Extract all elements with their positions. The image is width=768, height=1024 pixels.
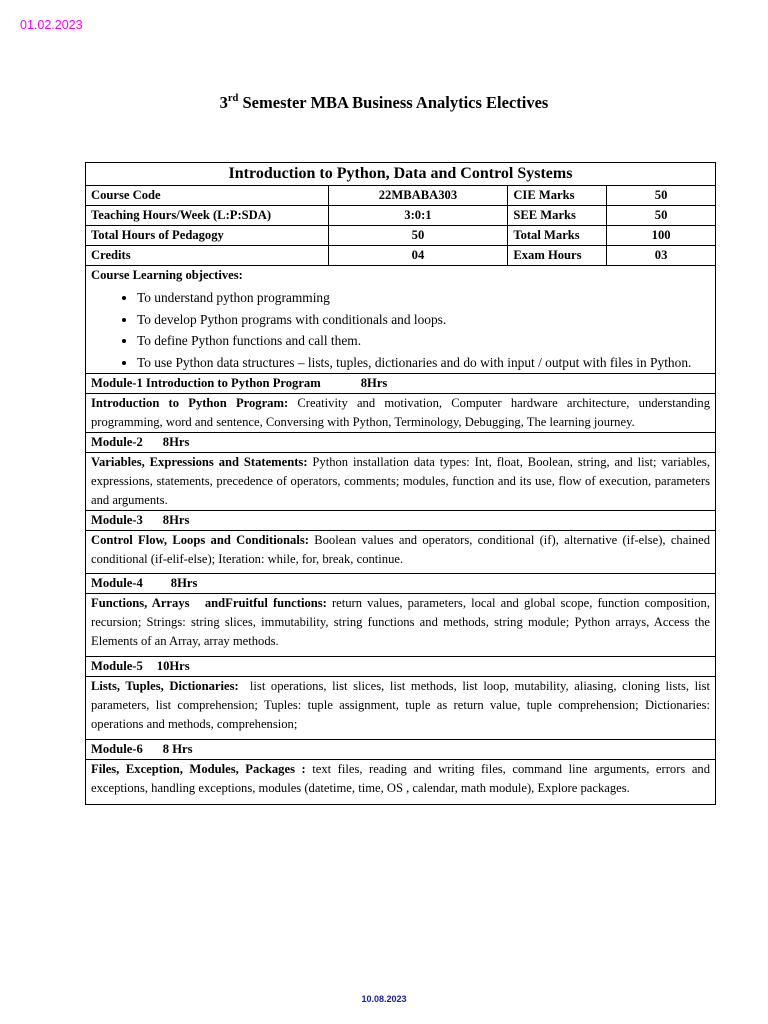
- module-6-header: [86, 740, 716, 760]
- info-row: [86, 206, 716, 226]
- info-value: 100: [607, 226, 716, 246]
- module-name: Module-5: [91, 659, 143, 673]
- module-1-header: [86, 374, 716, 394]
- module-1-content: [86, 394, 716, 433]
- module-hours: 8Hrs: [162, 435, 190, 449]
- module-topic: Lists, Tuples, Dictionaries:: [91, 679, 239, 693]
- module-name: Module-3: [91, 513, 143, 527]
- objectives-heading: Course Learning objectives:: [91, 268, 243, 282]
- info-label: Course Code: [86, 186, 329, 206]
- module-3-content: [86, 531, 716, 574]
- info-value: 50: [328, 226, 508, 246]
- module-4-header: [86, 574, 716, 594]
- module-topic: Control Flow, Loops and Conditionals:: [91, 533, 309, 547]
- info-value: 04: [328, 246, 508, 266]
- module-description: Creativity and motivation, Computer hardware architecture, understanding programming, word and sentence, Conversing with Python, Terminology, Debugging, The learning journey.: [91, 396, 710, 429]
- info-row: [86, 226, 716, 246]
- page-title: [0, 93, 768, 113]
- module-hours: 8Hrs: [360, 376, 388, 390]
- module-hours: 8 Hrs: [162, 742, 193, 756]
- info-label: CIE Marks: [508, 186, 607, 206]
- info-label: SEE Marks: [508, 206, 607, 226]
- module-3-header: [86, 511, 716, 531]
- info-label: Credits: [86, 246, 329, 266]
- module-description: Python installation data types: Int, float, Boolean, string, and list; variables, expressions, statements, precedence of operators, comments; modules, function and its use, flow of execution, parameters and arguments.: [91, 455, 710, 507]
- module-hours: 8Hrs: [162, 513, 190, 527]
- syllabus-table: [85, 162, 716, 805]
- module-4-content: [86, 594, 716, 657]
- course-title: Introduction to Python, Data and Control Systems: [86, 163, 716, 186]
- info-label: Total Hours of Pedagogy: [86, 226, 329, 246]
- module-name: Module-4: [91, 576, 143, 590]
- bottom-date-stamp: 10.08.2023: [361, 994, 407, 1004]
- info-label: Teaching Hours/Week (L:P:SDA): [86, 206, 329, 226]
- module-topic: Introduction to Python Program:: [91, 396, 289, 410]
- module-hours: 8Hrs: [170, 576, 198, 590]
- module-description: return values, parameters, local and global scope, function composition, recursion; Strings: string slices, immutability, string functions and methods, string module; Python arrays, Access the Elements of an Array, array methods.: [91, 596, 710, 648]
- module-description: text files, reading and writing files, command line arguments, errors and exceptions, handling exceptions, modules (datetime, time, OS , calendar, math module), Explore packages.: [91, 762, 711, 795]
- info-value: 3:0:1: [328, 206, 508, 226]
- module-description: list operations, list slices, list methods, list loop, mutability, aliasing, cloning lists, list parameters, list comprehension; Tuples: tuple assignment, tuple as return value, tuple comprehension; Dictionaries: operations and methods, comprehension;: [91, 679, 711, 731]
- objective-item: • To develop Python programs with conditionals and loops.: [137, 309, 710, 331]
- objective-item: • To use Python data structures – lists, tuples, dictionaries and do with input / output with files in Python.: [137, 352, 710, 374]
- info-value: 22MBABA303: [328, 186, 508, 206]
- title-text: Semester MBA Business Analytics Electives: [238, 93, 549, 112]
- module-name: Module-2: [91, 435, 143, 449]
- info-label: Total Marks: [508, 226, 607, 246]
- module-name: Module-1 Introduction to Python Program: [91, 376, 321, 390]
- module-name: Module-6: [91, 742, 143, 756]
- title-ordinal: 3: [219, 93, 228, 112]
- module-description: Boolean values and operators, conditional (if), alternative (if-else), chained conditional (if-elif-else); Iteration: while, for, break, continue.: [91, 533, 711, 566]
- module-2-content: [86, 453, 716, 511]
- top-date-stamp: 01.02.2023: [20, 18, 83, 32]
- module-topic: Functions, Arrays andFruitful functions:: [91, 596, 327, 610]
- info-row: [86, 246, 716, 266]
- module-topic: Variables, Expressions and Statements:: [91, 455, 308, 469]
- objectives-list: [91, 287, 710, 373]
- module-2-header: [86, 433, 716, 453]
- objective-item: • To understand python programming: [137, 287, 710, 309]
- info-value: 03: [607, 246, 716, 266]
- module-topic: Files, Exception, Modules, Packages :: [91, 762, 306, 776]
- info-label: Exam Hours: [508, 246, 607, 266]
- info-value: 50: [607, 186, 716, 206]
- title-ordinal-suffix: rd: [227, 92, 239, 104]
- objectives-section: [86, 266, 716, 374]
- module-6-content: [86, 760, 716, 805]
- module-5-content: [86, 677, 716, 740]
- objective-item: • To define Python functions and call them.: [137, 330, 710, 352]
- module-hours: 10Hrs: [156, 659, 190, 673]
- module-5-header: [86, 657, 716, 677]
- info-value: 50: [607, 206, 716, 226]
- info-row: [86, 186, 716, 206]
